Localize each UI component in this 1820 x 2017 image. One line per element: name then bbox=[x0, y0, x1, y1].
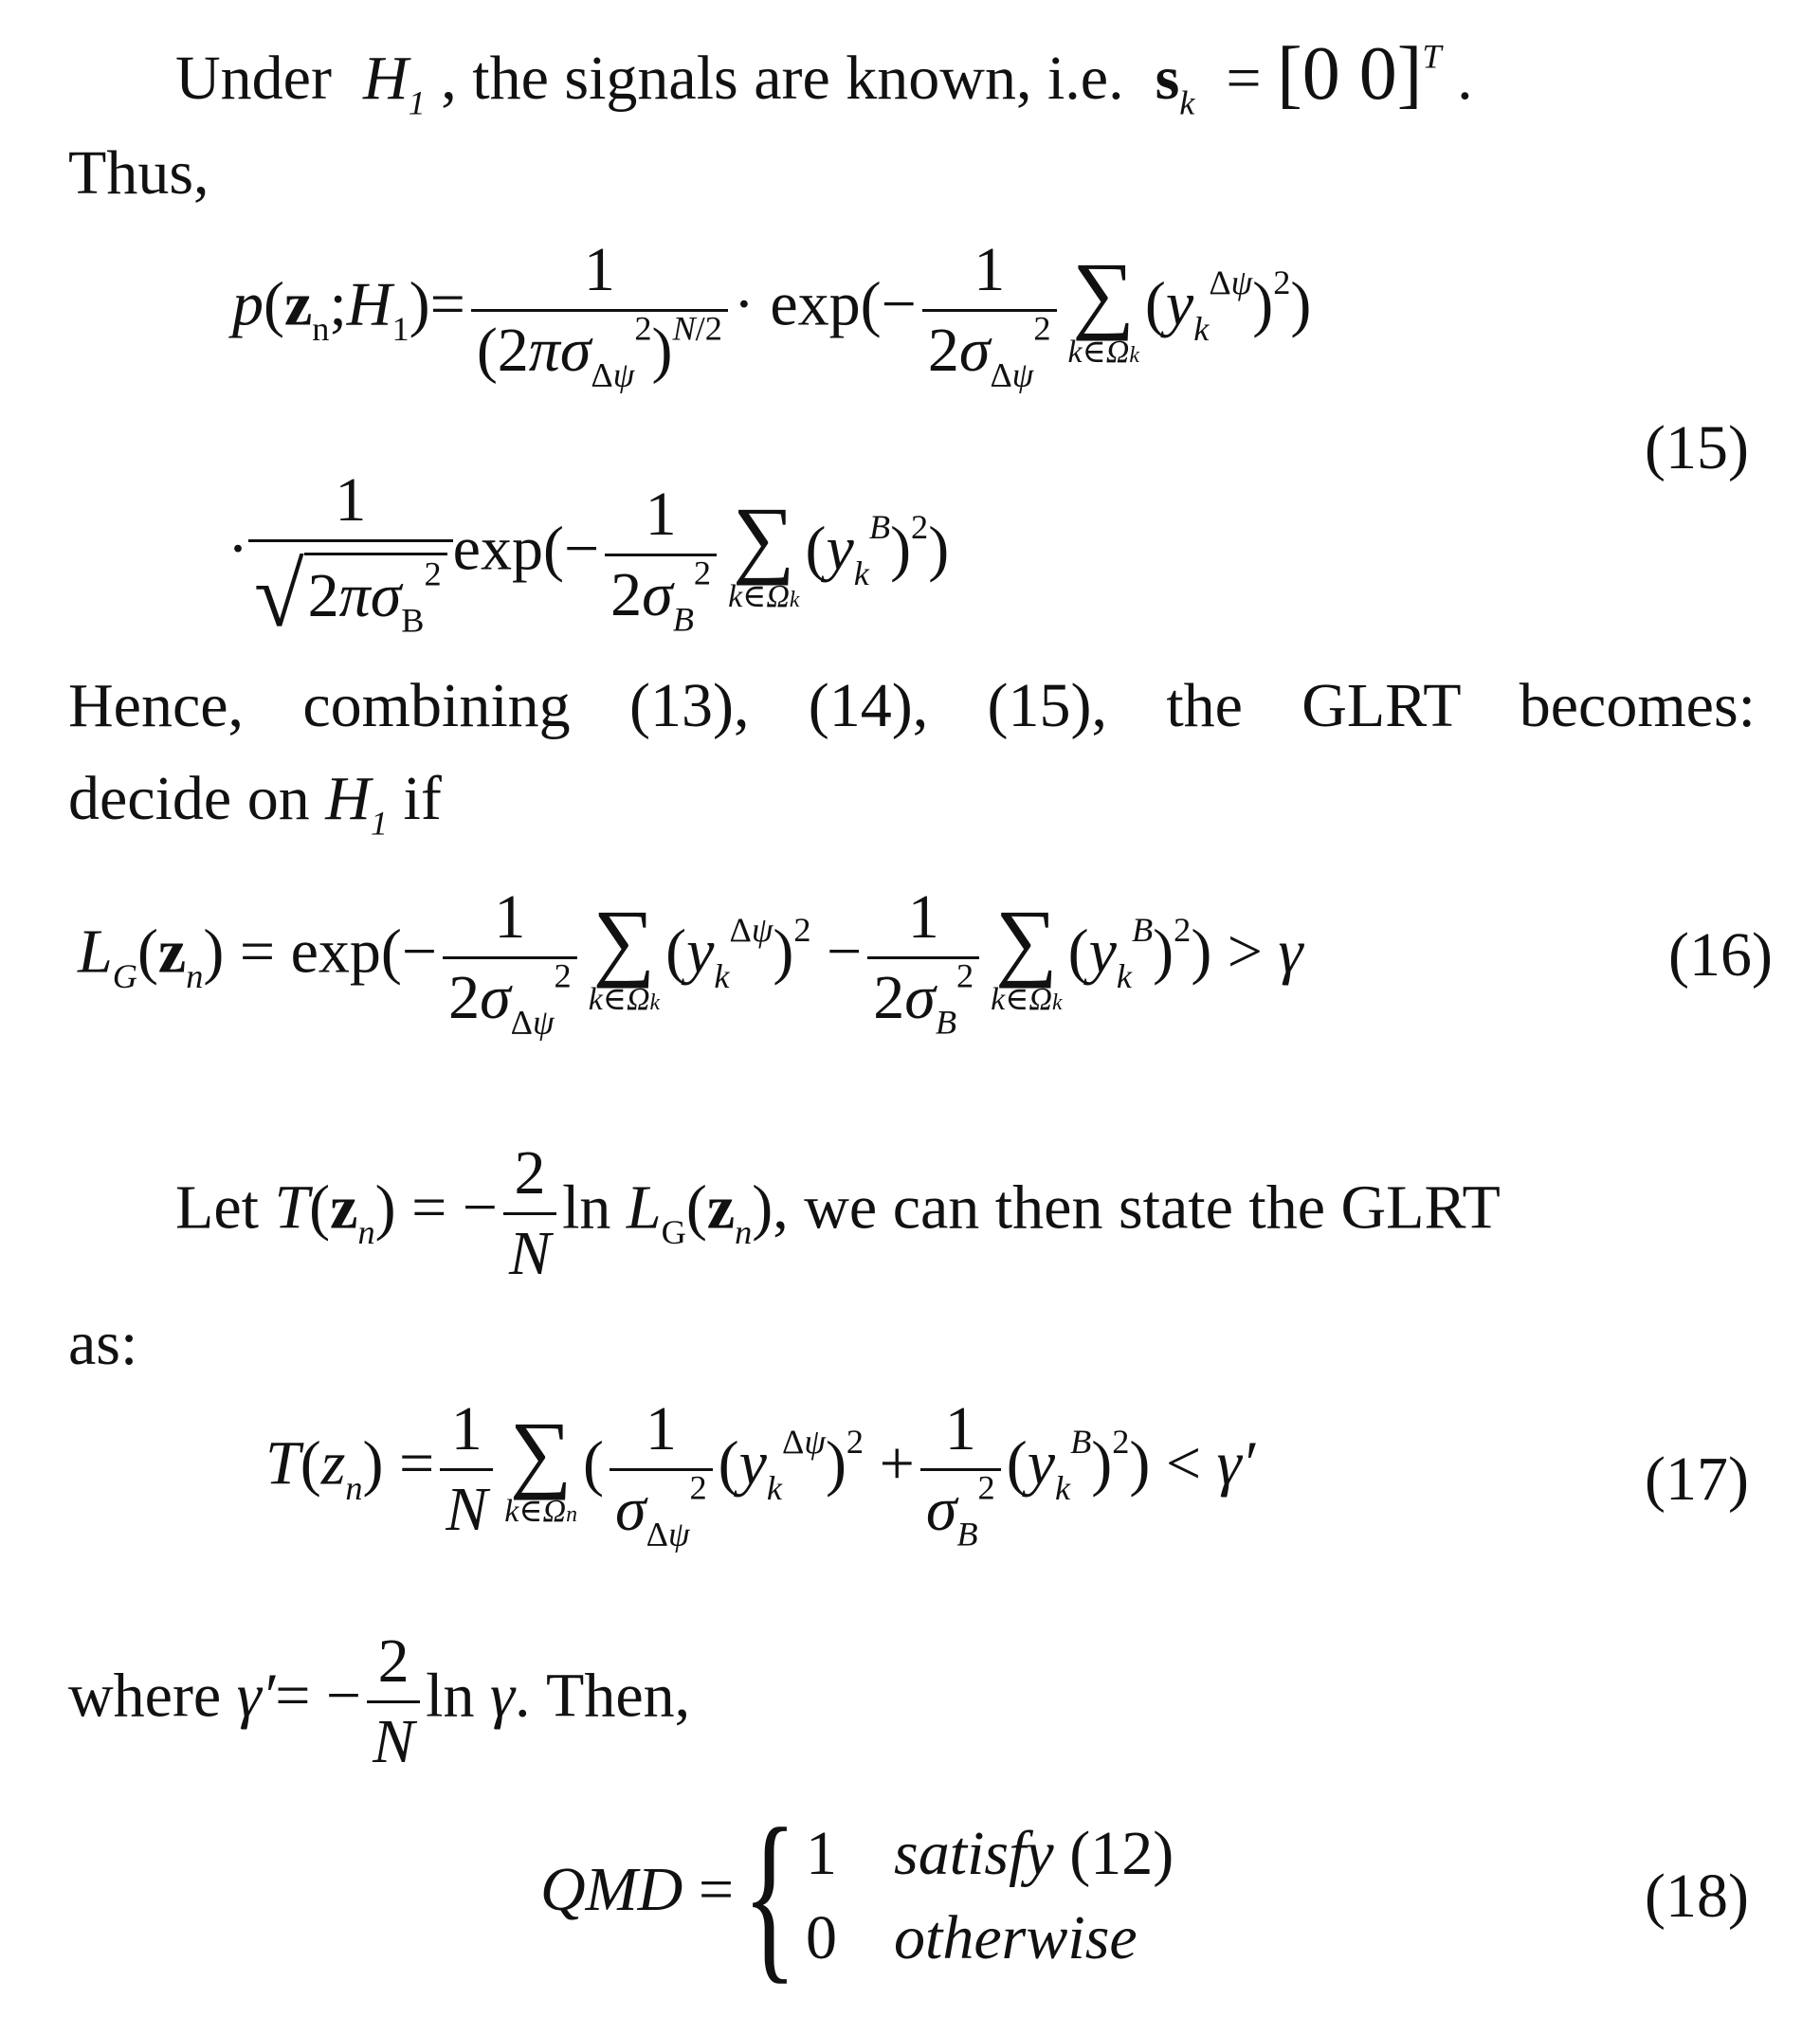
case-row-0: 0 otherwise bbox=[806, 1903, 1138, 1972]
equation-15-line-a: $p(z_n;H_1)=$ $\frac{1}{(2\pi\sigma_{\Delta\psi}^2)^{N/2}}$ · exp(− $\frac{1}{2\sigma_{\Delta\psi}^2}$ ∑ k∈Ωk $(y_k^{\Delta\psi})^2$) bbox=[232, 235, 1312, 394]
equation-number-16: (16) bbox=[1668, 920, 1773, 990]
text-thus: Thus, bbox=[68, 138, 209, 208]
signal-vector: [0 0] bbox=[1277, 32, 1423, 116]
text-decide-on: decide on bbox=[68, 764, 310, 833]
equation-15-line-b: · $\frac{1}{√2\pi\sigma_B^2}$ exp(− $\frac{1}{2\sigma_B^2}$ ∑ k∈Ωk $(y_k^B)^2$) bbox=[228, 465, 950, 645]
case-row-1: 1 satisfy (12) bbox=[806, 1818, 1174, 1888]
equation-18: QMD ={ 1 satisfy (12) 0 otherwise bbox=[540, 1790, 1174, 2000]
text-let: Let bbox=[175, 1172, 259, 1243]
brace-symbol: { bbox=[742, 1790, 797, 2000]
square-root: $\frac{1}{√2\pi\sigma_B^2}$ bbox=[248, 469, 453, 641]
equation-17: $T(z_n)$ = $\frac{1}{N}$ ∑ k∈Ωn ( $\frac{1}{\sigma_{\Delta\psi}^2}$ $(y_k^{\Delta\psi})^2$ + $\frac{1}{\sigma_B^2}$ $(y_k^B)^2) < \gamma'$ bbox=[265, 1394, 1256, 1554]
equation-16: $L_G(z_n) = \exp(-$ $\frac{1}{2\sigma_{\Delta\psi}^2}$ ∑ k∈Ωk $(y_k^{\Delta\psi})^2$ − $\frac{1}{2\sigma_B^2}$ ∑ k∈Ωk $(y_k^B)^2) > \gamma$ bbox=[78, 882, 1303, 1042]
equation-number-15: (15) bbox=[1645, 413, 1749, 482]
equation-number-18: (18) bbox=[1645, 1862, 1749, 1931]
text-where: where bbox=[68, 1661, 222, 1731]
text-signals-known: , the signals are known, i.e. bbox=[441, 44, 1124, 113]
paragraph-where: where γ′= − $\frac{2}{N}$ ln γ. Then, bbox=[68, 1626, 691, 1776]
text-if: if bbox=[403, 764, 442, 833]
paragraph-line-2 bbox=[68, 138, 209, 208]
summation-symbol: ∑ k∈Ωk bbox=[1067, 244, 1139, 371]
qmd-symbol: QMD bbox=[540, 1855, 683, 1925]
paragraph-let: Let $T(z_n)$ = − $\frac{2}{N}$ $\ln L_G(z_n)$, we can then state the GLRT bbox=[175, 1138, 1501, 1288]
text-as: as: bbox=[68, 1309, 138, 1378]
paragraph-hence bbox=[68, 671, 1756, 740]
paragraph-line-1: Under $H_1$ , the signals are known, i.e. $s_k = [0$ 0]$^T$ . bbox=[175, 32, 1473, 122]
text-hence: Hence, combining (13), (14), (15), the GLRT becomes: bbox=[68, 671, 1756, 740]
cases-block bbox=[806, 1811, 1174, 1980]
fraction: $\frac{1}{(2\pi\sigma_{\Delta\psi}^2)^{N/2}}$ bbox=[471, 239, 728, 382]
text-let-tail: , we can then state the GLRT bbox=[773, 1172, 1501, 1243]
equation-number-17: (17) bbox=[1645, 1445, 1749, 1514]
text-where-tail: . Then, bbox=[515, 1661, 691, 1731]
text-under: Under bbox=[175, 44, 332, 113]
paragraph-as bbox=[68, 1309, 138, 1378]
paragraph-decide: decide on $H_1$ if bbox=[68, 764, 442, 843]
